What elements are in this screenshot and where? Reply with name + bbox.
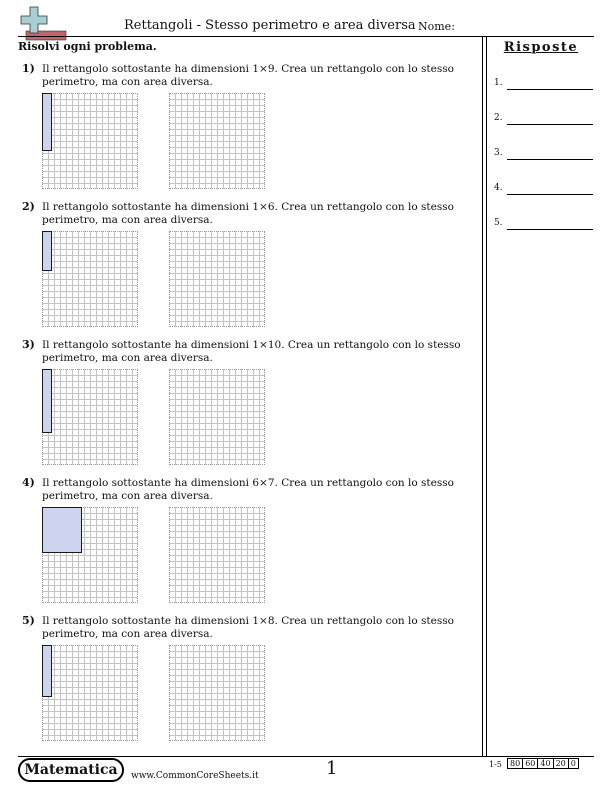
problem-number: 3) xyxy=(22,338,35,351)
website-link[interactable]: www.CommonCoreSheets.it xyxy=(131,771,259,781)
score-cell: 20 xyxy=(553,759,568,769)
given-rectangle xyxy=(42,369,52,433)
answer-line[interactable] xyxy=(507,194,593,195)
answer-line[interactable] xyxy=(507,229,593,230)
page-number: 1 xyxy=(326,758,338,779)
score-cell: 0 xyxy=(568,759,578,769)
given-rectangle xyxy=(42,231,52,271)
problem-number: 5) xyxy=(22,614,35,627)
header-divider xyxy=(18,36,594,37)
score-range: 1-5 xyxy=(489,760,502,769)
problem-text: Il rettangolo sottostante ha dimensioni 1×9. Crea un rettangolo con lo stesso perimetro, ma con area diversa. xyxy=(42,63,454,88)
problem-text: Il rettangolo sottostante ha dimensioni 1×6. Crea un rettangolo con lo stesso perimetro, ma con area diversa. xyxy=(42,201,454,226)
problem-number: 2) xyxy=(22,200,35,213)
problem-text: Il rettangolo sottostante ha dimensioni 1×8. Crea un rettangolo con lo stesso perimetro, ma con area diversa. xyxy=(42,615,454,640)
column-divider xyxy=(482,36,483,756)
score-cell: 60 xyxy=(523,759,538,769)
score-table xyxy=(507,758,579,769)
answers-title: Risposte xyxy=(503,40,579,55)
answer-number: 5. xyxy=(494,218,503,228)
drawing-grid[interactable] xyxy=(169,645,265,741)
page-title: Rettangoli - Stesso perimetro e area diversa xyxy=(124,18,416,33)
given-rectangle xyxy=(42,507,82,553)
example-grid xyxy=(42,231,138,327)
answer-number: 4. xyxy=(494,183,503,193)
given-rectangle xyxy=(42,645,52,697)
score-cell: 40 xyxy=(538,759,553,769)
answer-number: 3. xyxy=(494,148,503,158)
name-label: Nome: xyxy=(418,20,455,33)
answer-number: 2. xyxy=(494,113,503,123)
drawing-grid[interactable] xyxy=(169,93,265,189)
drawing-grid[interactable] xyxy=(169,231,265,327)
answer-number: 1. xyxy=(494,78,503,88)
problem-number: 1) xyxy=(22,62,35,75)
problem-text: Il rettangolo sottostante ha dimensioni 1×10. Crea un rettangolo con lo stesso perimetro, ma con area diversa. xyxy=(42,339,461,364)
example-grid xyxy=(42,645,138,741)
example-grid xyxy=(42,369,138,465)
problem-number: 4) xyxy=(22,476,35,489)
drawing-grid[interactable] xyxy=(169,369,265,465)
column-divider xyxy=(486,36,487,756)
footer-divider xyxy=(18,756,594,757)
instructions: Risolvi ogni problema. xyxy=(18,40,157,53)
given-rectangle xyxy=(42,93,52,151)
example-grid xyxy=(42,93,138,189)
answer-line[interactable] xyxy=(507,124,593,125)
answer-line[interactable] xyxy=(507,159,593,160)
drawing-grid[interactable] xyxy=(169,507,265,603)
problem-text: Il rettangolo sottostante ha dimensioni 6×7. Crea un rettangolo con lo stesso perimetro, ma con area diversa. xyxy=(42,477,454,502)
brand-badge: Matematica xyxy=(18,758,124,782)
score-cell: 80 xyxy=(508,759,523,769)
answer-line[interactable] xyxy=(507,89,593,90)
